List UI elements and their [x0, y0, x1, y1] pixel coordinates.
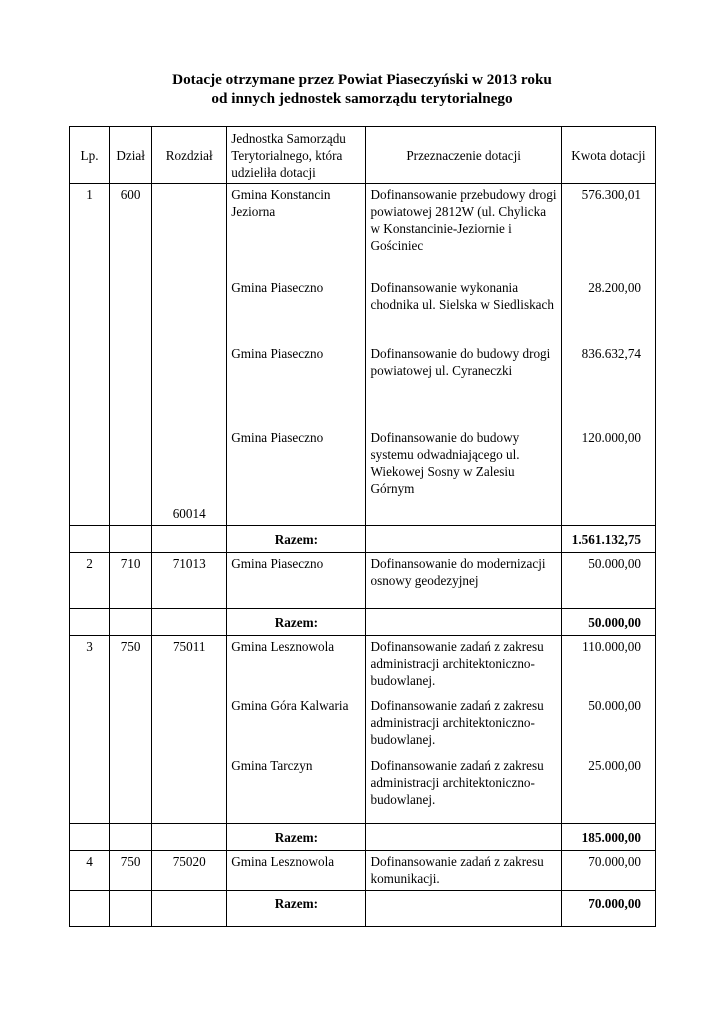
jst-cell — [227, 851, 366, 891]
jst-item: Gmina Lesznowola — [231, 854, 335, 869]
summary-row — [70, 609, 656, 636]
kwota-item: 25.000,00 — [588, 758, 641, 773]
dzial-cell: 600 — [110, 184, 152, 526]
lp-cell: 1 — [70, 184, 110, 526]
razem-label: Razem: — [227, 526, 366, 553]
rozdzial-cell: 71013 — [152, 553, 227, 609]
kwota-item: 836.632,74 — [581, 346, 641, 361]
razem-value: 185.000,00 — [561, 824, 655, 851]
razem-label: Razem: — [227, 891, 366, 927]
jst-item: Gmina Piaseczno — [231, 346, 324, 361]
rozdzial-cell: 60014 — [152, 184, 227, 526]
grants-table — [69, 126, 656, 927]
dzial-cell: 750 — [110, 636, 152, 824]
header-jst: Jednostka Samorządu Terytorialnego, która udzieliła dotacji — [227, 127, 366, 184]
przeznaczenie-item: Dofinansowanie zadań z zakresu komunikacji. — [370, 854, 544, 886]
przeznaczenie-item: Dofinansowanie zadań z zakresu administracji architektoniczno-budowlanej. — [370, 758, 544, 807]
summary-row — [70, 824, 656, 851]
jst-item: Gmina Piaseczno — [231, 280, 324, 295]
lp-cell: 2 — [70, 553, 110, 609]
header-przeznaczenie: Przeznaczenie dotacji — [366, 127, 561, 184]
table-row — [70, 851, 656, 891]
summary-row — [70, 526, 656, 553]
jst-cell — [227, 184, 366, 526]
kwota-item: 28.200,00 — [588, 280, 641, 295]
kwota-item: 120.000,00 — [581, 430, 641, 445]
table-row — [70, 553, 656, 609]
dzial-cell: 710 — [110, 553, 152, 609]
razem-value: 1.561.132,75 — [561, 526, 655, 553]
przeznaczenie-item: Dofinansowanie wykonania chodnika ul. Sielska w Siedliskach — [370, 280, 554, 312]
przeznaczenie-item: Dofinansowanie do budowy systemu odwadniającego ul. Wiekowej Sosny w Zalesiu Górnym — [370, 430, 520, 496]
przeznaczenie-cell — [366, 636, 561, 824]
kwota-item: 50.000,00 — [588, 556, 641, 571]
przeznaczenie-cell — [366, 184, 561, 526]
header-rozdzial: Rozdział — [152, 127, 227, 184]
table-row — [70, 184, 656, 526]
table-header-row — [70, 127, 656, 184]
jst-item: Gmina Piaseczno — [231, 430, 324, 445]
kwota-cell — [561, 636, 655, 824]
jst-item: Gmina Tarczyn — [231, 758, 313, 773]
jst-item: Gmina Piaseczno — [231, 556, 324, 571]
jst-item: Gmina Lesznowola — [231, 639, 335, 654]
document-title-line2: od innych jednostek samorządu terytorialnego — [211, 90, 513, 107]
jst-cell — [227, 636, 366, 824]
przeznaczenie-cell — [366, 851, 561, 891]
kwota-item: 576.300,01 — [581, 187, 641, 202]
jst-item: Gmina Góra Kalwaria — [231, 698, 349, 713]
kwota-item: 110.000,00 — [582, 639, 641, 654]
przeznaczenie-item: Dofinansowanie zadań z zakresu administracji architektoniczno-budowlanej. — [370, 698, 544, 747]
jst-item: Gmina Konstancin Jeziorna — [231, 187, 331, 219]
jst-cell — [227, 553, 366, 609]
razem-label: Razem: — [227, 824, 366, 851]
przeznaczenie-item: Dofinansowanie do modernizacji osnowy geodezyjnej — [370, 556, 546, 588]
kwota-cell — [561, 851, 655, 891]
kwota-item: 50.000,00 — [588, 698, 641, 713]
kwota-item: 70.000,00 — [588, 854, 641, 869]
header-dzial: Dział — [110, 127, 152, 184]
dzial-cell: 750 — [110, 851, 152, 891]
razem-label: Razem: — [227, 609, 366, 636]
przeznaczenie-item: Dofinansowanie do budowy drogi powiatowej ul. Cyraneczki — [370, 346, 551, 378]
header-kwota: Kwota dotacji — [561, 127, 655, 184]
summary-row — [70, 891, 656, 927]
lp-cell: 4 — [70, 851, 110, 891]
rozdzial-cell: 75011 — [152, 636, 227, 824]
document-title-line1: Dotacje otrzymane przez Powiat Piaseczyński w 2013 roku — [172, 71, 552, 88]
kwota-cell — [561, 553, 655, 609]
kwota-cell — [561, 184, 655, 526]
razem-value: 70.000,00 — [561, 891, 655, 927]
lp-cell: 3 — [70, 636, 110, 824]
przeznaczenie-cell — [366, 553, 561, 609]
przeznaczenie-item: Dofinansowanie zadań z zakresu administracji architektoniczno-budowlanej. — [370, 639, 544, 688]
przeznaczenie-item: Dofinansowanie przebudowy drogi powiatowej 2812W (ul. Chylicka w Konstancinie-Jeziornie i Gościniec — [370, 187, 557, 253]
rozdzial-cell: 75020 — [152, 851, 227, 891]
table-row — [70, 636, 656, 824]
header-lp: Lp. — [70, 127, 110, 184]
razem-value: 50.000,00 — [561, 609, 655, 636]
